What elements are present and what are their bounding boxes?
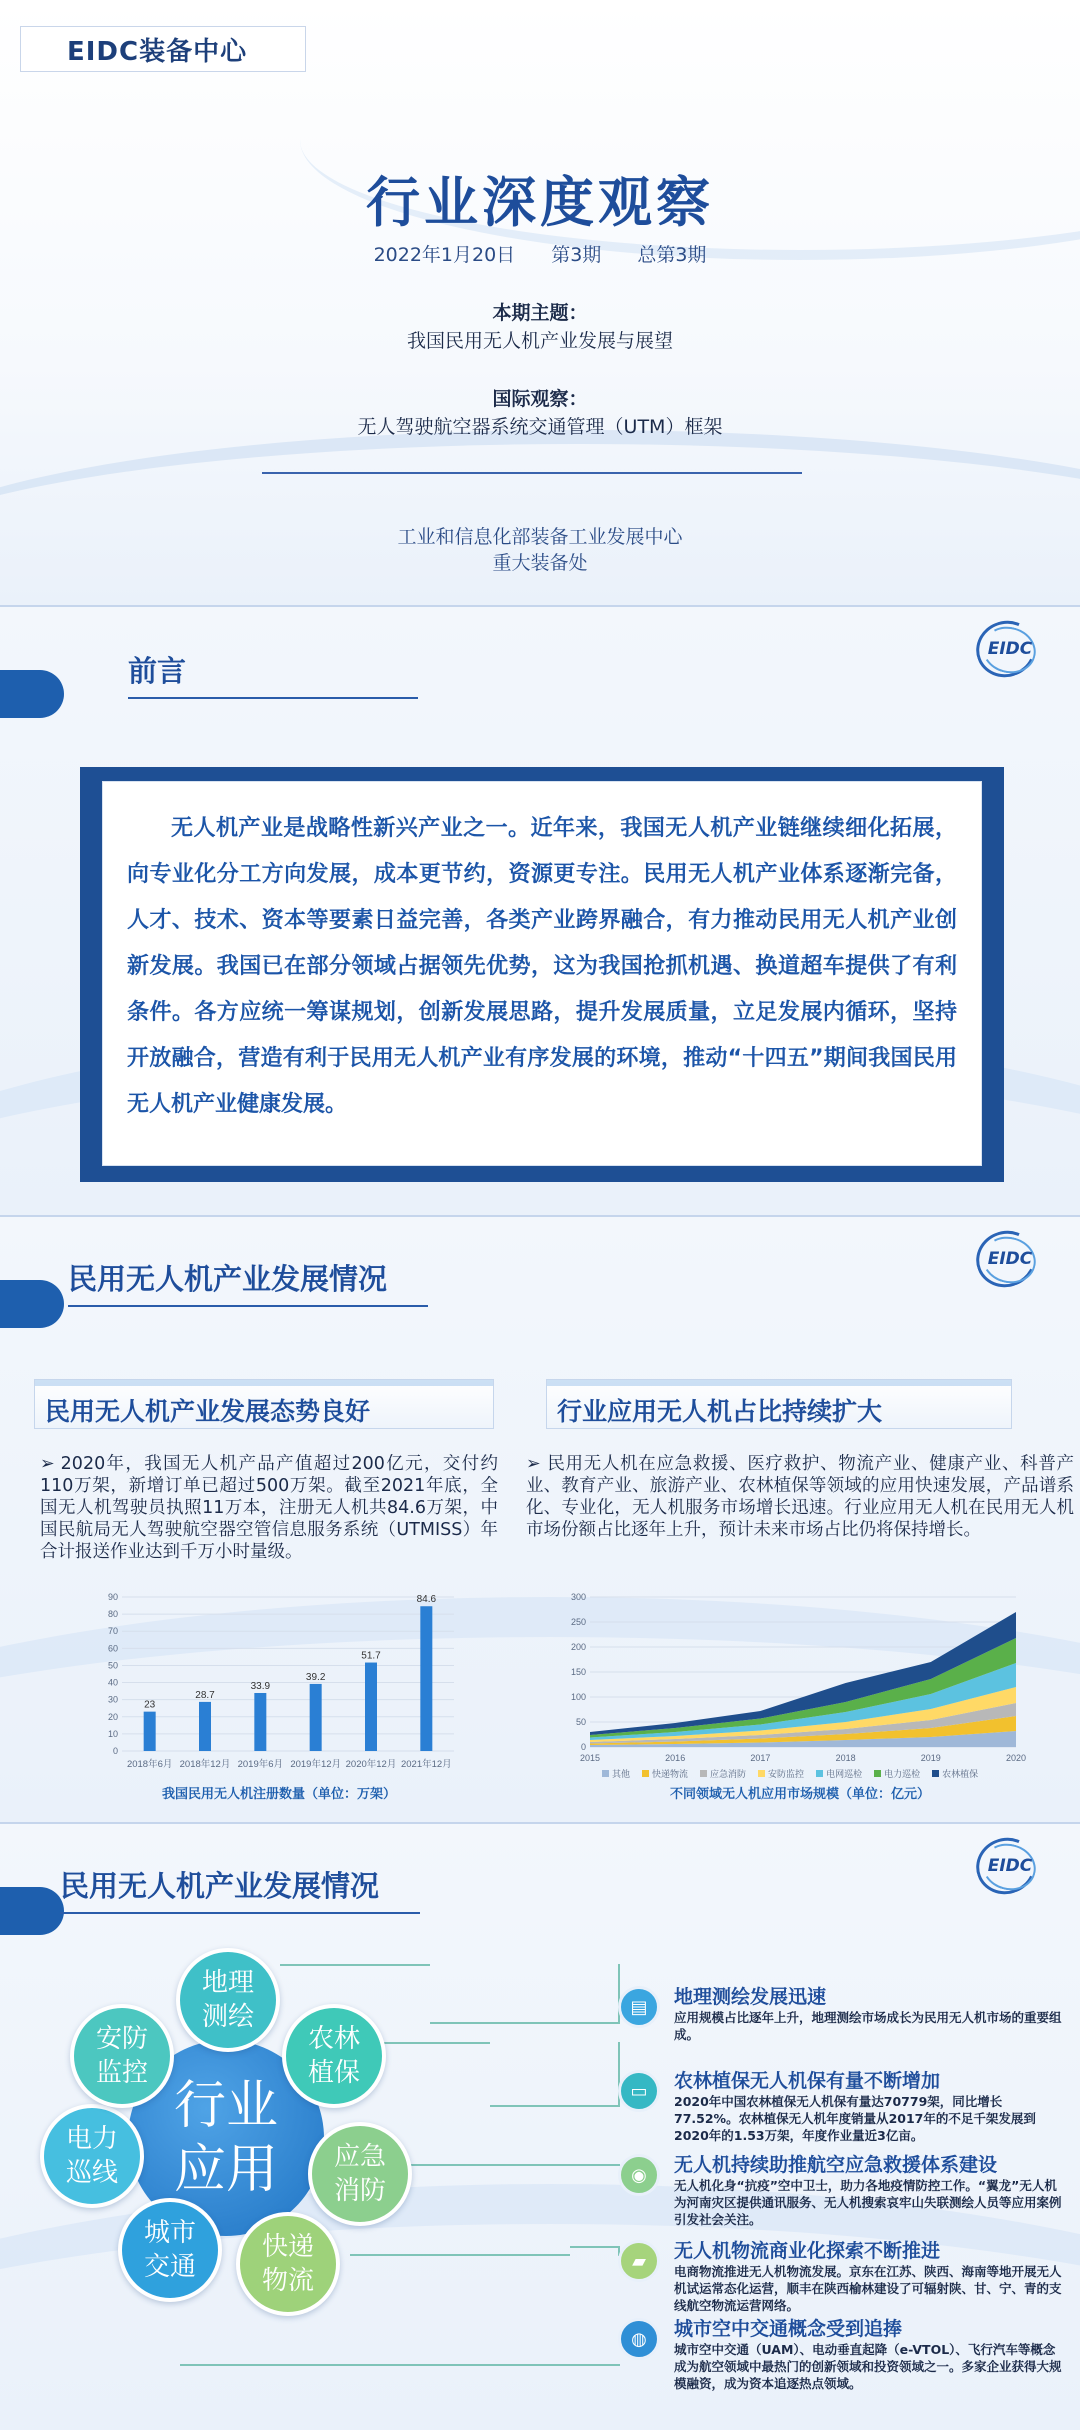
bubble-3 [236,2212,340,2316]
bubble-5 [40,2104,144,2208]
title-underline [68,1305,428,1307]
y-tick-label: 20 [107,1711,118,1722]
x-tick-label: 2015 [579,1753,601,1763]
bubble-label: 物流 [261,2266,314,2296]
legend-label: 农林植保 [942,1770,979,1780]
bubble-label: 测绘 [201,2002,254,2032]
map-icon: ▤ [618,1986,660,2028]
application-title: 城市空中交通概念受到追捧 [674,2318,903,2340]
subsection-header-left [34,1379,494,1429]
legend-swatch [874,1770,881,1777]
legend-item [932,1767,978,1780]
market-area-chart [560,1587,1040,1777]
section-title: 前言 [128,654,187,688]
bar [254,1693,266,1751]
bar [199,1702,211,1751]
legend-swatch [932,1770,939,1777]
preface-frame [80,767,1004,1182]
bubble-0 [176,1948,280,2052]
section-title: 民用无人机产业发展情况 [60,1869,380,1903]
bar-value-label: 33.9 [250,1680,271,1692]
bubble-4 [118,2198,222,2302]
bullet-arrow-icon: ➢ [526,1454,541,1474]
y-tick-label: 70 [107,1626,118,1637]
bullet-text: 民用无人机在应急救援、医疗救护、物流产业、健康产业、科普产业、教育产业、旅游产业、农林植保等领域的应用快速发展，产品谱系化、专业化，无人机服务市场增长迅速。行业应用无人机在民用无人机市场份额占比逐年上升，预计未来市场占比仍将保持增长。 [526,1454,1074,1540]
legend-item [874,1767,920,1780]
intl-text: 无人驾驶航空器系统交通管理（UTM）框架 [357,416,723,438]
connector-line [430,1964,620,2024]
registration-bar-chart [96,1587,462,1787]
eidc-logo [970,1834,1044,1898]
x-tick-label: 2020 [1005,1753,1027,1763]
application-title: 地理测绘发展迅速 [674,1986,827,2008]
issue-info: 2022年1月20日 第3期 总第3期 [373,244,707,266]
y-tick-label: 80 [107,1609,118,1620]
report-title: 行业深度观察 [366,171,714,234]
section-tab [0,1887,64,1935]
application-description: 应用规模占比逐年上升，地理测绘市场成长为民用无人机市场的重要组成。 [674,2010,1062,2042]
legend-item [758,1767,804,1780]
bullet-arrow-icon: ➢ [40,1454,55,1474]
bubble-label: 植保 [307,2058,360,2088]
title-underline [60,1912,420,1914]
legend-label: 电网巡检 [826,1770,863,1780]
y-tick-label: 0 [112,1746,118,1756]
application-title: 无人机持续助推航空应急救援体系建设 [674,2154,998,2176]
legend-label: 应急消防 [710,1770,747,1780]
eidc-logo [970,1227,1044,1291]
topic-label: 本期主题： [492,302,588,324]
x-tick-label: 2018年12月 [179,1759,231,1770]
y-tick-label: 30 [107,1694,118,1705]
bullet-left [40,1453,498,1563]
connector-line [570,2246,620,2256]
bar-value-label: 39.2 [305,1671,326,1683]
y-tick-label: 250 [570,1617,586,1627]
subsection-header-right [546,1379,1012,1429]
preface-slide [0,605,1080,1215]
legend-item [642,1767,688,1780]
bubble-label: 城市 [143,2218,196,2248]
divider [262,472,802,474]
x-tick-label: 2021年12月 [400,1759,452,1770]
bullet-text: 2020年，我国无人机产品产值超过200亿元，交付约110万架，新增订单已超过500万架。截至2021年底，全国无人机驾驶员执照11万本，注册无人机共84.6万架，中国民航局无人驾驶航空器空管信息服务系统（UTMISS）年合计报送作业达到千万小时量级。 [40,1454,498,1562]
center-label: 应用 [173,2140,278,2200]
bubble-label: 监控 [95,2058,148,2088]
frame-corner [80,767,94,781]
org-line-2: 重大装备处 [492,552,588,574]
x-tick-label: 2020年12月 [345,1759,397,1770]
preface-box [102,781,982,1166]
bubble-1 [282,2004,386,2108]
org-line-1: 工业和信息化部装备工业发展中心 [397,526,683,548]
application-description: 2020年中国农林植保无人机保有量达70779架，同比增长77.52%。农林植保无人机年度销量从2017年的不足千架发展到2020年的1.53万架，年度作业量近3亿亩。 [674,2094,1036,2143]
bubble-label: 安防 [95,2024,148,2054]
y-tick-label: 100 [570,1692,586,1702]
monitor-icon: ▭ [618,2070,660,2112]
legend-swatch [602,1770,609,1777]
bar [310,1684,322,1751]
subsection-title: 民用无人机产业发展态势良好 [45,1397,371,1426]
x-tick-label: 2016 [665,1753,686,1763]
x-tick-label: 2019年12月 [290,1759,342,1770]
application-description: 城市空中交通（UAM）、电动垂直起降（e-VTOL）、飞行汽车等概念成为航空领域中最热门的创新领域和投资领域之一。多家企业获得大规模融资，成为资本追逐热点领域。 [674,2342,1062,2391]
legend-label: 安防监控 [768,1770,805,1780]
bubble-6 [70,2004,174,2108]
legend-label: 其他 [612,1770,631,1780]
connector-line [380,2164,620,2166]
bubble-label: 地理 [201,1968,254,1998]
connector-line [350,2254,570,2256]
y-tick-label: 0 [580,1742,586,1752]
eidc-logo-text: EIDC [987,1249,1033,1269]
section-title: 民用无人机产业发展情况 [68,1262,388,1296]
bubble-label: 消防 [333,2176,386,2206]
y-tick-label: 10 [107,1728,118,1739]
section-tab [0,1280,64,1328]
development-slide [0,1215,1080,1822]
y-tick-label: 200 [570,1642,586,1652]
y-tick-label: 300 [570,1592,586,1602]
eidc-logo-text: EIDC [987,639,1033,659]
preface-text: 无人机产业是战略性新兴产业之一。近年来，我国无人机产业链继续细化拓展，向专业化分工方向发展，成本更节约，资源更专注。民用无人机产业体系逐渐完备，人才、技术、资本等要素日益完善，各类产业跨界融合，有力推动民用无人机产业创新发展。我国已在部分领域占据领先优势，这为我国抢抓机遇、换道超车提供了有利条件。各方应统一筹谋规划，创新发展思路，提升发展质量，立足发展内循环，坚持开放融合，营造有利于民用无人机产业有序发展的环境，推动“十四五”期间我国民用无人机产业健康发展。 [127,816,957,1117]
legend-label: 电力巡检 [884,1770,921,1780]
folder-icon: ▰ [618,2240,660,2282]
bar [365,1663,377,1751]
subsection-title: 行业应用无人机占比持续扩大 [557,1397,883,1426]
application-title: 无人机物流商业化探索不断推进 [674,2240,941,2262]
brand-box [20,26,306,72]
intl-label: 国际观察： [492,388,588,410]
bar-value-label: 84.6 [416,1594,437,1606]
y-tick-label: 60 [107,1643,118,1654]
topic-text: 我国民用无人机产业发展与展望 [406,330,673,352]
bubble-label: 快递 [261,2232,314,2262]
y-tick-label: 90 [107,1592,118,1602]
application-title: 农林植保无人机保有量不断增加 [674,2070,941,2092]
x-tick-label: 2017 [750,1753,771,1763]
center-label: 行业 [173,2076,278,2136]
application-description: 电商物流推进无人机物流发展。京东在江苏、陕西、海南等地开展无人机试运常态化运营，顺丰在陕西榆林建设了可辐射陕、甘、宁、青的支线航空物流运营网络。 [674,2264,1062,2313]
legend-swatch [816,1770,823,1777]
connector-line [180,2364,620,2366]
globe-icon: ◍ [618,2318,660,2360]
y-tick-label: 50 [107,1660,118,1671]
bar-value-label: 28.7 [195,1689,215,1701]
y-tick-label: 150 [570,1667,586,1677]
bubble-label: 农林 [307,2024,360,2054]
legend-item [602,1767,630,1780]
section-tab [0,670,64,718]
legend-swatch [758,1770,765,1777]
bar [144,1712,156,1751]
legend-swatch [642,1770,649,1777]
eidc-logo [970,617,1044,681]
legend-label: 快递物流 [652,1770,689,1780]
application-description: 无人机化身“抗疫”空中卫士，助力各地疫情防控工作。“翼龙”无人机为河南灾区提供通讯服务、无人机搜索哀牢山失联测绘人员等应用案例引发社会关注。 [674,2178,1062,2227]
eidc-logo-text: EIDC [987,1856,1033,1876]
bar-value-label: 51.7 [361,1650,381,1662]
y-tick-label: 50 [575,1717,586,1727]
x-tick-label: 2019 [920,1753,941,1763]
bubble-2 [308,2122,412,2226]
bar-value-label: 23 [144,1699,156,1711]
bubble-label: 电力 [65,2124,118,2154]
bubble-label: 巡线 [65,2158,118,2188]
title-underline [128,697,418,699]
connector-line [280,1964,430,1966]
legend-swatch [700,1770,707,1777]
decorative-swoosh [0,430,1080,605]
x-tick-label: 2018年6月 [126,1759,173,1770]
bar-chart-caption: 我国民用无人机注册数量（单位：万架） [161,1787,396,1802]
legend-item [700,1767,746,1780]
x-tick-label: 2019年6月 [237,1759,284,1770]
area-chart-legend [602,1767,978,1780]
legend-item [816,1767,862,1780]
camera-icon: ◉ [618,2154,660,2196]
cover-page [0,0,1080,605]
bubble-label: 应急 [333,2142,386,2172]
connector-line [490,2042,620,2107]
x-tick-label: 2018 [835,1753,856,1763]
bullet-right [526,1453,1074,1541]
applications-slide [0,1822,1080,2430]
area-chart-caption: 不同领域无人机应用市场规模（单位：亿元） [669,1787,930,1802]
brand-name: EIDC装备中心 [67,36,248,67]
y-tick-label: 40 [107,1677,118,1688]
bar [420,1606,432,1751]
bubble-label: 交通 [143,2252,196,2282]
